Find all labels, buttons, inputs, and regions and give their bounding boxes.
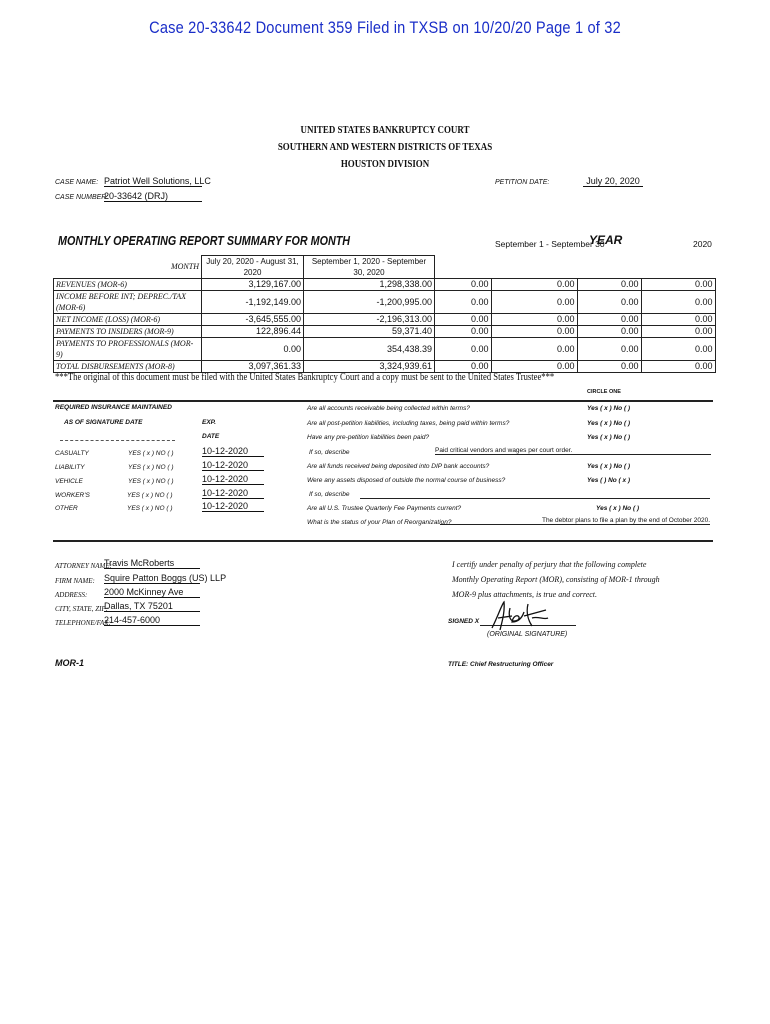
case-number-label: CASE NUMBER: [55,194,109,201]
cell: 0.00 [491,326,577,338]
table-row [54,279,716,291]
insurance-type: LIABILITY [55,464,85,471]
case-name-label: CASE NAME: [55,179,99,186]
table-row [54,361,716,373]
cell: -3,645,555.00 [202,314,304,326]
year-label: YEAR [589,233,623,247]
insurance-type: WORKER'S [55,492,90,499]
cell: 354,438.39 [304,338,435,361]
cell: 0.00 [641,314,715,326]
cell: 122,896.44 [202,326,304,338]
answer-assets: Yes ( ) No ( x ) [587,477,631,484]
city-label: CITY, STATE, ZIP: [55,605,109,613]
filing-stamp: Case 20-33642 Document 359 Filed in TXSB on 10/20/20 Page 1 of 32 [149,18,621,37]
cell: 0.00 [577,338,641,361]
question-plan-status: What is the status of your Plan of Reorganization? [307,519,452,526]
cell: 0.00 [435,291,492,314]
insurance-rule [60,440,175,441]
phone: 214-457-6000 [104,615,200,626]
filing-notice: ***The original of this document must be filed with the United States Bankruptcy Court and a copy must be sent to the United States Trustee*** [55,372,555,383]
answer-liabilities: Yes ( x ) No ( ) [587,420,631,427]
answer-plan-status: The debtor plans to file a plan by the end of October 2020. [440,517,710,525]
insurance-exp-date: 10-12-2020 [202,446,264,457]
insurance-yes-no: YES ( x ) NO ( ) [127,492,173,499]
month-label: MONTH [170,262,199,272]
row-label: PAYMENTS TO PROFESSIONALS (MOR-9) [54,338,202,361]
form-id: MOR-1 [55,658,84,668]
section-divider-top [53,400,713,402]
cell: -2,196,313.00 [304,314,435,326]
cell: 0.00 [491,314,577,326]
cell: 0.00 [577,279,641,291]
insurance-title: REQUIRED INSURANCE MAINTAINED [55,404,172,411]
cell: 0.00 [202,338,304,361]
exp-label: EXP. [202,419,216,426]
petition-date: July 20, 2020 [583,176,643,187]
answer-prepetition: Yes ( x ) No ( ) [587,434,631,441]
summary-period: September 1 - September 30 [495,239,605,249]
signature-image [488,598,552,634]
cell: 0.00 [435,314,492,326]
date-label: DATE [202,433,220,440]
table-row [54,338,716,361]
insurance-type: VEHICLE [55,478,83,485]
city: Dallas, TX 75201 [104,601,200,612]
petition-date-label: PETITION DATE: [495,179,550,186]
cell: 59,371.40 [304,326,435,338]
firm-name-label: FIRM NAME: [55,577,95,585]
cell: 0.00 [641,326,715,338]
certify-line-3: MOR-9 plus attachments, is true and correct. [452,590,598,599]
cell: 0.00 [491,361,577,373]
summary-title: MONTHLY OPERATING REPORT SUMMARY FOR MONTH [58,234,351,248]
cell: 3,324,939.61 [304,361,435,373]
phone-label: TELEPHONE/FAX: [55,619,111,627]
answer-trustee-fees: Yes ( x ) No ( ) [596,505,640,512]
cell: 0.00 [435,279,492,291]
table-row [54,291,716,314]
case-number: 20-33642 (DRJ) [104,191,202,202]
address: 2000 McKinney Ave [104,587,200,598]
cell: 0.00 [641,291,715,314]
col1-header: July 20, 2020 - August 31, 2020 [202,256,304,279]
cell: 0.00 [577,326,641,338]
insurance-subtitle: AS OF SIGNATURE DATE [64,419,143,426]
cell: 0.00 [491,291,577,314]
certify-line-2: Monthly Operating Report (MOR), consisting of MOR-1 through [452,575,660,584]
signed-label: SIGNED X [448,618,480,625]
insurance-exp-date: 10-12-2020 [202,488,264,499]
insurance-yes-no: YES ( x ) NO ( ) [127,505,173,512]
insurance-exp-date: 10-12-2020 [202,501,264,512]
col2-header: September 1, 2020 - September 30, 2020 [304,256,435,279]
attorney-name: Travis McRoberts [104,558,200,569]
cell: 0.00 [641,361,715,373]
table-row [54,314,716,326]
cell: 1,298,338.00 [304,279,435,291]
answer-receivables: Yes ( x ) No ( ) [587,405,631,412]
court-district: SOUTHERN AND WESTERN DISTRICTS OF TEXAS [277,142,493,153]
row-label: REVENUES (MOR-6) [54,279,202,291]
court-name: UNITED STATES BANKRUPTCY COURT [300,125,470,136]
section-divider-bottom [53,540,713,542]
cell: 0.00 [577,314,641,326]
summary-table [53,255,716,373]
signer-title: TITLE: Chief Restructuring Officer [448,661,554,668]
cell: 0.00 [577,291,641,314]
case-name: Patriot Well Solutions, LLC [104,176,211,186]
question-trustee-fees: Are all U.S. Trustee Quarterly Fee Payments current? [307,505,462,512]
question-deposits: Are all funds received being deposited into DIP bank accounts? [307,463,490,470]
question-assets: Were any assets disposed of outside the normal course of business? [307,477,506,484]
insurance-type: OTHER [55,505,78,512]
circle-one-label: CIRCLE ONE [587,389,621,395]
cell: 3,097,361.33 [202,361,304,373]
insurance-type: CASUALTY [55,450,89,457]
row-label: NET INCOME (LOSS) (MOR-6) [54,314,202,326]
assets-description-line [360,498,710,499]
prepetition-describe-label: If so, describe [309,449,350,456]
court-division: HOUSTON DIVISION [340,159,430,170]
certify-line-1: I certify under penalty of perjury that the following complete [452,560,647,569]
original-signature-label: (ORIGINAL SIGNATURE) [487,631,568,638]
summary-year: 2020 [693,239,712,249]
cell: 0.00 [641,338,715,361]
cell: 0.00 [435,326,492,338]
cell: 0.00 [435,361,492,373]
row-label: PAYMENTS TO INSIDERS (MOR-9) [54,326,202,338]
question-receivables: Are all accounts receivable being collected within terms? [307,405,470,412]
insurance-exp-date: 10-12-2020 [202,460,264,471]
insurance-yes-no: YES ( x ) NO ( ) [128,478,174,485]
insurance-yes-no: YES ( x ) NO ( ) [128,450,174,457]
insurance-yes-no: YES ( x ) NO ( ) [128,464,174,471]
prepetition-description: Paid critical vendors and wages per court order. [435,447,711,455]
cell: 0.00 [491,338,577,361]
row-label: INCOME BEFORE INT; DEPREC./TAX (MOR-6) [54,291,202,314]
question-liabilities: Are all post-petition liabilities, including taxes, being paid within terms? [307,420,510,427]
row-label: TOTAL DISBURSEMENTS (MOR-8) [54,361,202,373]
cell: -1,192,149.00 [202,291,304,314]
summary-header-row [54,256,716,279]
table-row [54,326,716,338]
cell: -1,200,995.00 [304,291,435,314]
cell: 0.00 [491,279,577,291]
insurance-exp-date: 10-12-2020 [202,474,264,485]
cell: 3,129,167.00 [202,279,304,291]
assets-describe-label: If so, describe [309,491,350,498]
cell: 0.00 [641,279,715,291]
firm-name: Squire Patton Boggs (US) LLP [104,573,227,583]
answer-deposits: Yes ( x ) No ( ) [587,463,631,470]
attorney-name-label: ATTORNEY NAME: [55,562,112,570]
cell: 0.00 [577,361,641,373]
address-label: ADDRESS: [55,591,88,599]
cell: 0.00 [435,338,492,361]
question-prepetition: Have any pre-petition liabilities been paid? [307,434,430,441]
